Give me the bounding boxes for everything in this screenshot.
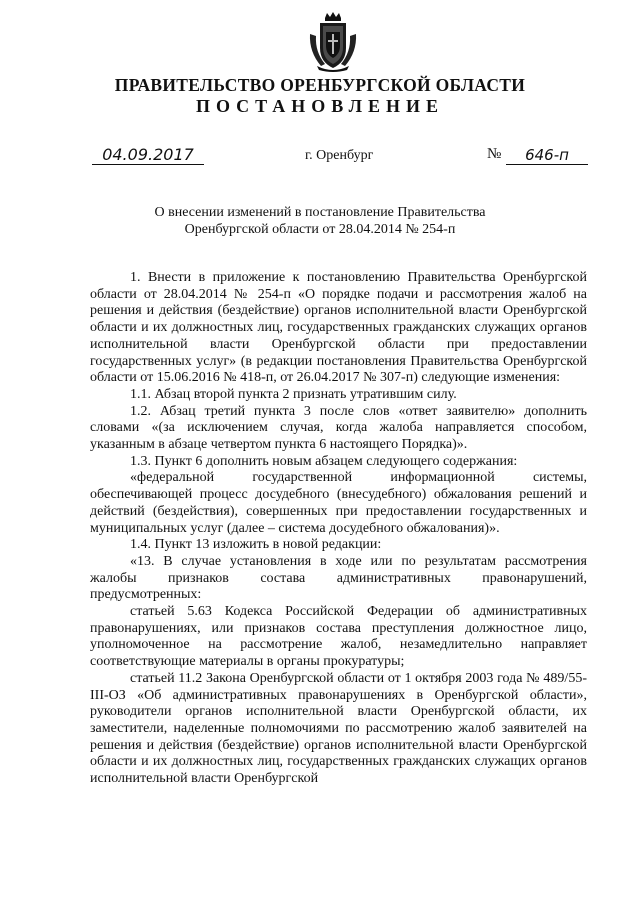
document-number: 646-п xyxy=(506,146,588,165)
document-body xyxy=(90,270,587,788)
coat-of-arms-icon xyxy=(307,12,359,72)
government-name: ПРАВИТЕЛЬСТВО ОРЕНБУРГСКОЙ ОБЛАСТИ xyxy=(114,75,526,95)
paragraph: 1.4. Пункт 13 изложить в новой редакции: xyxy=(130,537,382,553)
title-line: О внесении изменений в постановление Правительства xyxy=(154,205,486,220)
document-date: 04.09.2017 xyxy=(92,146,204,165)
paragraph: статьей 5.63 Кодекса Российской Федерации об административных правонарушениях, или признаков состава преступления должностное лицо, уполномоченное на рассмотрение жалоб, незамедлительно направляет соответствующие материалы в органы прокуратуры; xyxy=(90,604,587,670)
paragraph: 1.3. Пункт 6 дополнить новым абзацем следующего содержания: xyxy=(130,453,518,469)
paragraph: 1.2. Абзац третий пункта 3 после слов «ответ заявителю» дополнить словами «(за исключением случая, когда жалоба направляется способом, указанным в абзаце четвертом пункта 6 настоящего Порядка)». xyxy=(90,403,587,453)
document-city: г. Оренбург xyxy=(305,148,374,163)
paragraph: «13. В случае установления в ходе или по результатам рассмотрения жалобы признаков состава административных правонарушений, предусмотренных: xyxy=(90,553,587,603)
document-type: ПОСТАНОВЛЕНИЕ xyxy=(195,96,445,116)
paragraph: 1. Внести в приложение к постановлению Правительства Оренбургской области от 28.04.2014 № 254-п «О порядке подачи и рассмотрения жалоб на решения и действия (бездействие) органов исполнительной власти Оренбургской области и их должностных лиц, государственных гражданских служащих органов исполнительной власти Оренбургской области при предоставлении государственных услуг» (в редакции постановления Правительства Оренбургской области от 15.06.2016 № 418-п, от 26.04.2017 № 307-п) следующие изменения: xyxy=(90,270,587,386)
title-line: Оренбургской области от 28.04.2014 № 254-п xyxy=(184,222,456,237)
paragraph: «федеральной государственной информационной системы, обеспечивающей процесс досудебного (внесудебного) обжалования решений и действий (бездействия), совершенных при предоставлении государственных и муниципальных услуг (далее – система досудебного обжалования)». xyxy=(90,470,587,536)
document-title xyxy=(0,204,640,238)
number-label: № xyxy=(487,146,502,162)
paragraph: статьей 11.2 Закона Оренбургской области от 1 октября 2003 года № 489/55-III-ОЗ «Об административных правонарушениях в Оренбургской области», руководители органов исполнительной власти Оренбургской области, их заместители, наделенные полномочиями по рассмотрению жалоб заявителей на решения и действия (бездействие) органов исполнительной власти Оренбургской области и их должностных лиц, государственных гражданских служащих органов исполнительной власти Оренбургской xyxy=(90,670,587,787)
paragraph: 1.1. Абзац второй пункта 2 признать утратившим силу. xyxy=(130,386,457,402)
